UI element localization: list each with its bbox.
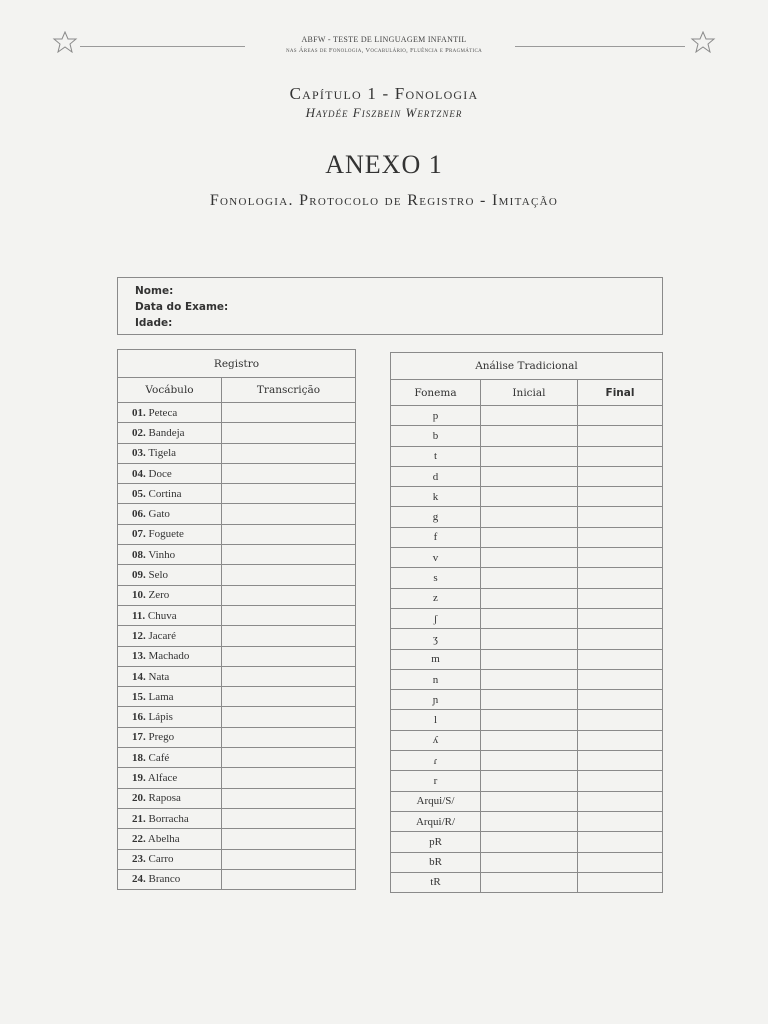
final-cell[interactable] [577, 406, 662, 426]
final-cell[interactable] [577, 426, 662, 446]
name-label: Nome: [135, 285, 174, 297]
registro-row [118, 565, 356, 585]
word-label: Lápis [148, 711, 173, 724]
analise-row [391, 730, 663, 750]
vocabulo-cell [118, 524, 222, 544]
word-number: 18. [132, 751, 146, 764]
registro-row [118, 646, 356, 666]
fonema-cell: m [391, 649, 481, 669]
word-number: 20. [132, 792, 146, 805]
final-cell[interactable] [577, 487, 662, 507]
final-cell[interactable] [577, 832, 662, 852]
analise-row [391, 466, 663, 486]
registro-row [118, 869, 356, 889]
vocabulo-cell [118, 788, 222, 808]
fonema-cell: k [391, 487, 481, 507]
word-label: Foguete [148, 528, 184, 541]
vocabulo-cell [118, 484, 222, 504]
word-number: 22. [132, 832, 146, 845]
registro-row [118, 463, 356, 483]
registro-row [118, 829, 356, 849]
inicial-cell[interactable] [481, 608, 578, 628]
inicial-cell[interactable] [481, 446, 578, 466]
vocabulo-cell [118, 545, 222, 565]
inicial-cell[interactable] [481, 710, 578, 730]
word-label: Gato [148, 508, 170, 521]
analise-table [390, 352, 663, 893]
registro-row [118, 849, 356, 869]
registro-row [118, 788, 356, 808]
fonema-cell: ɾ [391, 751, 481, 771]
transcricao-cell[interactable] [222, 646, 356, 666]
fonema-cell: z [391, 588, 481, 608]
word-label: Carro [148, 853, 174, 866]
registro-row [118, 707, 356, 727]
inicial-cell[interactable] [481, 466, 578, 486]
author-name: Haydée Fiszbein Wertzner [305, 105, 463, 120]
registro-row [118, 524, 356, 544]
transcricao-cell[interactable] [222, 524, 356, 544]
word-number: 12. [132, 629, 146, 642]
analise-row [391, 669, 663, 689]
analise-row [391, 507, 663, 527]
vocabulo-cell [118, 646, 222, 666]
inicial-cell[interactable] [481, 771, 578, 791]
word-number: 23. [132, 853, 146, 866]
word-label: Chuva [147, 609, 177, 622]
word-number: 07. [132, 528, 146, 541]
transcricao-cell[interactable] [222, 403, 356, 423]
analise-row [391, 487, 663, 507]
vocabulo-cell [118, 666, 222, 686]
analise-row [391, 649, 663, 669]
vocabulo-cell [118, 808, 222, 828]
final-cell[interactable] [577, 568, 662, 588]
inicial-cell[interactable] [481, 832, 578, 852]
word-label: Doce [148, 467, 172, 480]
word-number: 11. [132, 609, 146, 622]
word-label: Alface [147, 771, 178, 784]
final-cell[interactable] [577, 730, 662, 750]
analise-row [391, 852, 663, 872]
final-cell[interactable] [577, 771, 662, 791]
inicial-cell[interactable] [481, 872, 578, 892]
final-cell[interactable] [577, 527, 662, 547]
inicial-cell[interactable] [481, 669, 578, 689]
word-label: Raposa [148, 792, 181, 805]
word-label: Nata [148, 670, 170, 683]
exam-date-label: Data do Exame: [135, 301, 229, 313]
vocabulo-cell [118, 829, 222, 849]
patient-info-box [117, 277, 663, 335]
registro-row [118, 403, 356, 423]
inicial-cell[interactable] [481, 730, 578, 750]
fonema-cell: ɲ [391, 690, 481, 710]
inicial-cell[interactable] [481, 629, 578, 649]
final-cell[interactable] [577, 811, 662, 831]
final-cell[interactable] [577, 669, 662, 689]
word-label: Bandeja [148, 426, 185, 439]
analise-row [391, 568, 663, 588]
header-title: ABFW - TESTE DE LINGUAGEM INFANTIL [301, 35, 467, 44]
word-label: Borracha [148, 812, 189, 825]
analise-row [391, 426, 663, 446]
final-cell[interactable] [577, 852, 662, 872]
transcricao-cell[interactable] [222, 849, 356, 869]
transcricao-cell[interactable] [222, 829, 356, 849]
fonema-header: Fonema [391, 380, 481, 406]
inicial-cell[interactable] [481, 588, 578, 608]
inicial-cell[interactable] [481, 548, 578, 568]
registro-row [118, 768, 356, 788]
vocabulo-cell [118, 403, 222, 423]
fonema-cell: ʒ [391, 629, 481, 649]
word-number: 21. [132, 812, 146, 825]
word-label: Lama [148, 690, 174, 703]
word-number: 17. [132, 731, 146, 744]
registro-row [118, 748, 356, 768]
registro-row [118, 605, 356, 625]
vocabulo-cell [118, 869, 222, 889]
fonema-cell: bR [391, 852, 481, 872]
analise-row [391, 608, 663, 628]
word-number: 08. [132, 548, 146, 561]
vocabulo-cell [118, 585, 222, 605]
word-label: Prego [148, 731, 175, 744]
final-cell[interactable] [577, 649, 662, 669]
transcricao-cell[interactable] [222, 808, 356, 828]
page-header [0, 35, 768, 65]
analise-row [391, 872, 663, 892]
analise-row [391, 832, 663, 852]
age-label: Idade: [135, 317, 173, 329]
fonema-cell: g [391, 507, 481, 527]
transcricao-cell[interactable] [222, 423, 356, 443]
fonema-cell: d [391, 466, 481, 486]
word-number: 03. [132, 447, 146, 460]
vocabulo-cell [118, 504, 222, 524]
registro-row [118, 545, 356, 565]
transcricao-cell[interactable] [222, 707, 356, 727]
word-number: 14. [132, 670, 146, 683]
fonema-cell: v [391, 548, 481, 568]
registro-caption: Registro [118, 350, 356, 378]
transcricao-cell[interactable] [222, 748, 356, 768]
vocabulo-cell [118, 423, 222, 443]
analise-row [391, 588, 663, 608]
transcricao-cell[interactable] [222, 626, 356, 646]
analise-row [391, 811, 663, 831]
word-number: 19. [132, 771, 146, 784]
final-cell[interactable] [577, 588, 662, 608]
vocabulo-cell [118, 605, 222, 625]
word-label: Abelha [147, 832, 180, 845]
word-number: 16. [132, 711, 146, 724]
registro-row [118, 626, 356, 646]
final-cell[interactable] [577, 548, 662, 568]
transcricao-cell[interactable] [222, 463, 356, 483]
word-number: 04. [132, 467, 146, 480]
analise-row [391, 446, 663, 466]
fonema-cell: b [391, 426, 481, 446]
transcricao-cell[interactable] [222, 727, 356, 747]
registro-table [117, 349, 356, 890]
transcricao-cell[interactable] [222, 545, 356, 565]
final-cell[interactable] [577, 629, 662, 649]
vocabulo-cell [118, 727, 222, 747]
fonema-cell: pR [391, 832, 481, 852]
inicial-cell[interactable] [481, 487, 578, 507]
transcricao-cell[interactable] [222, 565, 356, 585]
fonema-cell: s [391, 568, 481, 588]
registro-row [118, 423, 356, 443]
word-label: Zero [148, 589, 170, 602]
fonema-cell: t [391, 446, 481, 466]
transcricao-cell[interactable] [222, 788, 356, 808]
inicial-cell[interactable] [481, 852, 578, 872]
word-number: 06. [132, 508, 146, 521]
vocabulo-cell [118, 707, 222, 727]
final-cell[interactable] [577, 710, 662, 730]
fonema-cell: Arqui/R/ [391, 811, 481, 831]
final-header: Final [577, 380, 662, 406]
vocabulo-cell [118, 443, 222, 463]
inicial-cell[interactable] [481, 507, 578, 527]
annex-title: ANEXO 1 [325, 150, 443, 179]
final-cell[interactable] [577, 608, 662, 628]
fonema-cell: ʃ [391, 608, 481, 628]
word-label: Cortina [148, 487, 182, 500]
word-label: Tigela [148, 447, 177, 460]
analise-row [391, 406, 663, 426]
inicial-cell[interactable] [481, 690, 578, 710]
registro-row [118, 504, 356, 524]
word-label: Jacaré [148, 629, 176, 642]
fonema-cell: r [391, 771, 481, 791]
star-ornament-icon [690, 31, 716, 53]
word-number: 02. [132, 426, 146, 439]
chapter-title: Capítulo 1 - Fonologia [289, 84, 479, 103]
inicial-cell[interactable] [481, 649, 578, 669]
word-number: 09. [132, 569, 146, 582]
vocabulo-cell [118, 768, 222, 788]
vocabulo-cell [118, 626, 222, 646]
protocol-subtitle: Fonologia. Protocolo de Registro - Imitação [209, 192, 559, 209]
transcricao-cell[interactable] [222, 443, 356, 463]
final-cell[interactable] [577, 507, 662, 527]
analise-caption: Análise Tradicional [391, 353, 663, 380]
vocabulo-cell [118, 849, 222, 869]
analise-row [391, 690, 663, 710]
word-label: Machado [148, 650, 190, 663]
transcricao-cell[interactable] [222, 484, 356, 504]
fonema-cell: Arqui/S/ [391, 791, 481, 811]
vocabulo-header: Vocábulo [118, 378, 222, 403]
transcricao-cell[interactable] [222, 605, 356, 625]
fonema-cell: l [391, 710, 481, 730]
word-label: Vinho [148, 548, 176, 561]
registro-row [118, 585, 356, 605]
fonema-cell: n [391, 669, 481, 689]
header-rule-right [515, 46, 685, 47]
analise-row [391, 791, 663, 811]
analise-row [391, 527, 663, 547]
word-number: 01. [132, 406, 146, 419]
transcricao-cell[interactable] [222, 687, 356, 707]
transcricao-cell[interactable] [222, 869, 356, 889]
word-number: 15. [132, 690, 146, 703]
word-label: Peteca [148, 406, 178, 419]
analise-row [391, 710, 663, 730]
transcricao-cell[interactable] [222, 585, 356, 605]
inicial-cell[interactable] [481, 527, 578, 547]
fonema-cell: p [391, 406, 481, 426]
vocabulo-cell [118, 687, 222, 707]
final-cell[interactable] [577, 791, 662, 811]
final-cell[interactable] [577, 751, 662, 771]
inicial-cell[interactable] [481, 751, 578, 771]
analise-row [391, 629, 663, 649]
word-number: 24. [132, 873, 146, 886]
final-cell[interactable] [577, 690, 662, 710]
registro-row [118, 727, 356, 747]
transcricao-cell[interactable] [222, 504, 356, 524]
word-label: Selo [148, 569, 169, 582]
vocabulo-cell [118, 748, 222, 768]
word-number: 13. [132, 650, 146, 663]
transcricao-cell[interactable] [222, 768, 356, 788]
fonema-cell: f [391, 527, 481, 547]
analise-row [391, 771, 663, 791]
analise-row [391, 548, 663, 568]
inicial-cell[interactable] [481, 791, 578, 811]
final-cell[interactable] [577, 872, 662, 892]
inicial-cell[interactable] [481, 426, 578, 446]
inicial-cell[interactable] [481, 406, 578, 426]
transcricao-header: Transcrição [222, 378, 356, 403]
word-label: Café [148, 751, 170, 764]
registro-row [118, 808, 356, 828]
final-cell[interactable] [577, 466, 662, 486]
transcricao-cell[interactable] [222, 666, 356, 686]
registro-row [118, 484, 356, 504]
inicial-header: Inicial [481, 380, 578, 406]
vocabulo-cell [118, 463, 222, 483]
registro-row [118, 687, 356, 707]
header-subtitle: nas Áreas de Fonologia, Vocabulário, Fluência e Pragmática [285, 47, 483, 54]
fonema-cell: tR [391, 872, 481, 892]
word-number: 05. [132, 487, 146, 500]
final-cell[interactable] [577, 446, 662, 466]
registro-row [118, 443, 356, 463]
registro-row [118, 666, 356, 686]
inicial-cell[interactable] [481, 811, 578, 831]
word-label: Branco [148, 873, 181, 886]
analise-row [391, 751, 663, 771]
fonema-cell: ʎ [391, 730, 481, 750]
vocabulo-cell [118, 565, 222, 585]
word-number: 10. [132, 589, 146, 602]
inicial-cell[interactable] [481, 568, 578, 588]
